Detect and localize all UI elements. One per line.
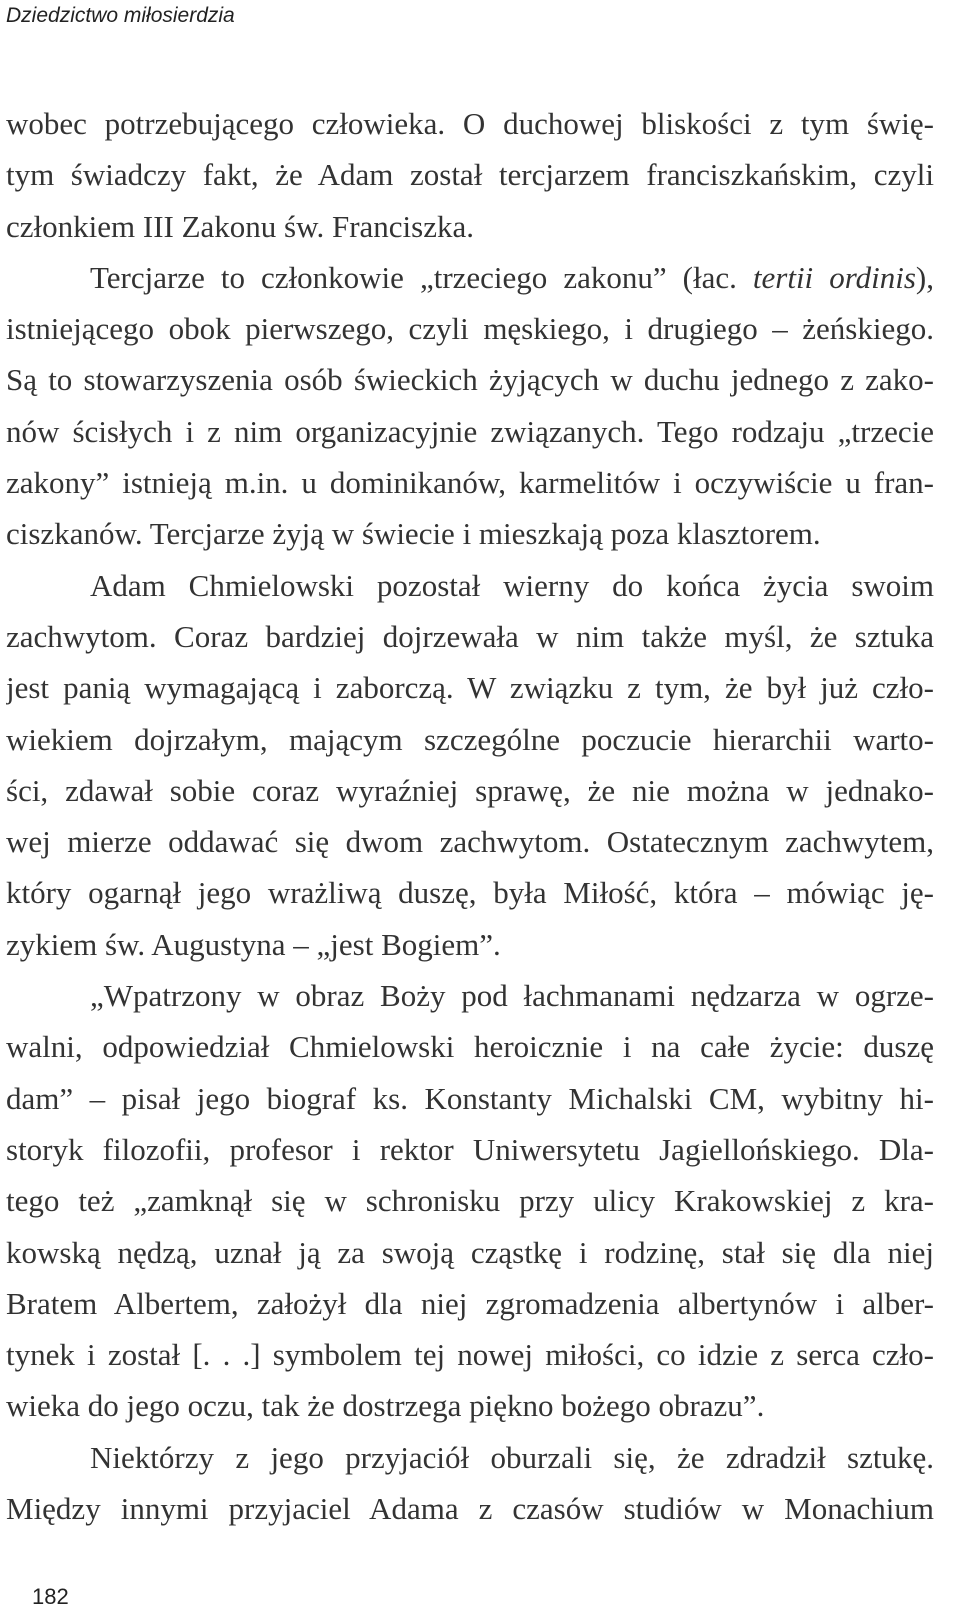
text-line: kowską nędzą, uznał ją za swoją cząstkę i rodzinę, stał się dla niej xyxy=(6,1234,934,1270)
text-line: który ogarnął jego wrażliwą duszę, była Miłość, która – mówiąc ję- xyxy=(6,875,934,911)
text-line: dam” – pisał jego biograf ks. Konstanty Michalski CM, wybitny hi- xyxy=(6,1080,934,1116)
text-line: członkiem III Zakonu św. Franciszka. xyxy=(6,208,474,244)
text-line: ści, zdawał sobie coraz wyraźniej sprawę, że nie można w jednako- xyxy=(6,772,934,808)
text-line: wieka do jego oczu, tak że dostrzega piękno bożego obrazu”. xyxy=(6,1388,765,1424)
latin-term: tertii ordinis xyxy=(752,259,916,295)
text-line: nów ścisłych i z nim organizacyjnie związanych. Tego rodzaju „trzecie xyxy=(6,413,934,449)
text-line: „Wpatrzony w obraz Boży pod łachmanami nędzarza w ogrze- xyxy=(90,978,934,1014)
text-line: Bratem Albertem, założył dla niej zgromadzenia albertynów i alber- xyxy=(6,1285,934,1321)
text-line: wiekiem dojrzałym, mającym szczególne poczucie hierarchii warto- xyxy=(6,721,934,757)
text-line: Między innymi przyjaciel Adama z czasów studiów w Monachium xyxy=(6,1491,934,1527)
text-line: tynek i został [. . .] symbolem tej nowej miłości, co idzie z serca czło- xyxy=(6,1337,934,1373)
text-line: Niektórzy z jego przyjaciół oburzali się, że zdradził sztukę. xyxy=(90,1439,934,1475)
text-line: tym świadczy fakt, że Adam został tercjarzem franciszkańskim, czyli xyxy=(6,157,934,193)
text-line: wobec potrzebującego człowieka. O duchowej bliskości z tym świę- xyxy=(6,106,934,141)
text-fragment: Tercjarze to członkowie „trzeciego zakonu” (łac. xyxy=(90,259,753,295)
text-line: Są to stowarzyszenia osób świeckich żyjących w duchu jednego z zako- xyxy=(6,362,934,398)
running-head: Dziedzictwo miłosierdzia xyxy=(6,4,235,27)
text-line: ciszkanów. Tercjarze żyją w świecie i mieszkają poza klasztorem. xyxy=(6,516,821,552)
text-line: tego też „zamknął się w schronisku przy ulicy Krakowskiej z kra- xyxy=(6,1183,934,1219)
text-line: wej mierze oddawać się dwom zachwytom. Ostatecznym zachwytem, xyxy=(6,824,934,860)
text-fragment: ), xyxy=(915,259,934,295)
text-line: jest panią wymagającą i zaborczą. W związku z tym, że był już czło- xyxy=(6,670,934,706)
page-number: 182 xyxy=(32,1584,69,1609)
text-line xyxy=(6,252,934,303)
text-line: zachwytom. Coraz bardziej dojrzewała w nim także myśl, że sztuka xyxy=(6,618,934,654)
text-line: zakony” istnieją m.in. u dominikanów, karmelitów i oczywiście u fran- xyxy=(6,465,934,501)
text-line: walni, odpowiedział Chmielowski heroicznie i na całe życie: duszę xyxy=(6,1029,934,1065)
body-text xyxy=(6,98,934,1534)
text-line: storyk filozofii, profesor i rektor Uniwersytetu Jagiellońskiego. Dla- xyxy=(6,1131,934,1167)
text-line: Adam Chmielowski pozostał wierny do końca życia swoim xyxy=(90,567,934,603)
text-line: zykiem św. Augustyna – „jest Bogiem”. xyxy=(6,926,501,962)
text-line: istniejącego obok pierwszego, czyli męskiego, i drugiego – żeńskiego. xyxy=(6,311,934,347)
